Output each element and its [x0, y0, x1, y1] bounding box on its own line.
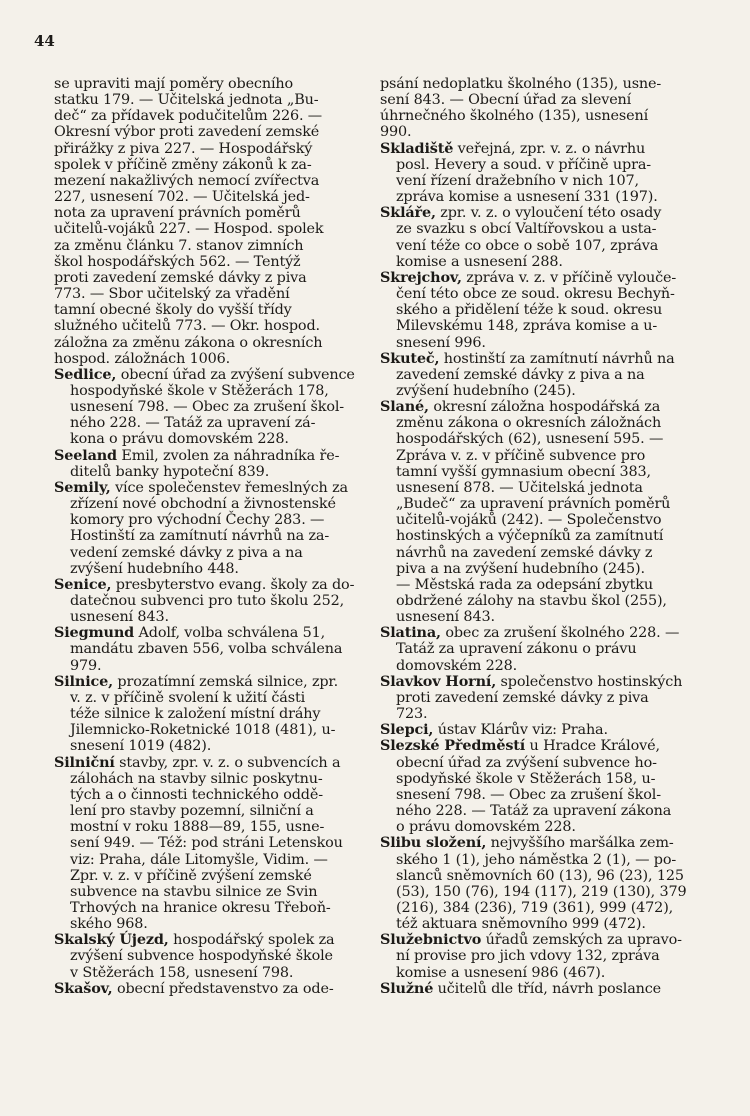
entry-first-line — [380, 351, 715, 367]
entry-headword: Slatina, — [380, 624, 441, 642]
entry-text: v Stěžerách 158, usnesení 798. — [70, 964, 294, 981]
entry-continuation-line — [54, 270, 374, 286]
entry-text: 773. — Sbor učitelský za vřadění — [54, 286, 290, 303]
entry-text: tamní obecné školy do vyšší třídy — [54, 302, 292, 319]
index-entry — [54, 625, 374, 673]
entry-text: služného učitelů 773. — Okr. hospod. — [54, 318, 320, 335]
index-entry — [380, 270, 715, 351]
entry-first-line — [54, 577, 374, 593]
index-entry — [54, 480, 374, 577]
entry-continuation-line — [380, 561, 715, 577]
entry-text: vení téže co obce o sobě 107, zpráva — [396, 237, 659, 254]
entry-continuation-line — [380, 577, 715, 593]
entry-continuation-line — [380, 819, 715, 835]
entry-text: návrhů na zavedení zemské dávky z — [396, 544, 653, 561]
entry-text: stavby, zpr. v. z. o subvencích a — [114, 754, 341, 771]
entry-text: vení řízení dražebního v nich 107, — [396, 172, 639, 189]
entry-first-line — [380, 399, 715, 415]
entry-continuation-line — [54, 464, 374, 480]
entry-text: čení této obce ze soud. okresu Bechyň- — [396, 286, 675, 303]
entry-text: úhrnečného školného (135), usnesení — [380, 108, 649, 125]
entry-continuation-line — [54, 254, 374, 270]
index-entry — [380, 932, 715, 980]
entry-continuation-line — [54, 189, 374, 205]
entry-continuation-line — [54, 124, 374, 140]
entry-headword: Skalský Újezd, — [54, 931, 169, 949]
entry-text: komise a usnesení 986 (467). — [396, 964, 606, 981]
entry-headword: Slezské Předměstí — [380, 737, 526, 755]
entry-continuation-line — [380, 496, 715, 512]
index-entry — [380, 399, 715, 625]
entry-text: obecní úřad za zvýšení subvence — [116, 366, 355, 383]
entry-continuation-line — [380, 641, 715, 657]
entry-continuation-line — [54, 835, 374, 851]
index-entry — [380, 205, 715, 270]
entry-text: zvýšení hudebního 448. — [70, 560, 239, 577]
entry-continuation-line — [380, 189, 715, 205]
entry-text: Adolf, volba schválena 51, — [134, 625, 326, 642]
entry-headword: Skuteč, — [380, 349, 440, 367]
entry-text: ného 228. — Tatáž za upravení zákona — [396, 803, 672, 820]
entry-continuation-line — [54, 884, 374, 900]
index-entry — [54, 577, 374, 625]
entry-first-line — [380, 141, 715, 157]
entry-continuation-line — [54, 92, 374, 108]
entry-continuation-line — [54, 157, 374, 173]
entry-text: obdržené zálohy na stavbu škol (255), — [396, 593, 667, 609]
entry-text: hostinští za zamítnutí návrhů na — [439, 350, 675, 367]
index-column-right — [380, 76, 715, 997]
entry-text: zavedení zemské dávky z piva a na — [396, 366, 645, 383]
entry-continuation-line — [54, 383, 374, 399]
entry-headword: Služebnictvo — [380, 931, 482, 949]
entry-headword: Siegmund — [54, 624, 135, 642]
entry-text: přirážky z piva 227. — Hospodářský — [54, 140, 313, 157]
entry-text: 990. — [380, 124, 412, 141]
entry-text: — Městská rada za odepsání zbytku — [396, 576, 653, 593]
entry-text: za změnu článku 7. stanov zimních — [54, 237, 304, 254]
entry-text: statku 179. — Učitelská jednota „Bu- — [54, 92, 319, 109]
entry-text: téže silnice k založení místní dráhy — [70, 706, 321, 723]
entry-headword: Skašov, — [54, 979, 113, 997]
entry-continuation-line — [380, 367, 715, 383]
entry-continuation-line — [54, 900, 374, 916]
index-entry — [380, 738, 715, 835]
entry-text: změnu zákona o okresních záložnách — [396, 415, 662, 432]
entry-headword: Slepci, — [380, 721, 434, 739]
entry-text: datečnou subvenci pro tuto školu 252, — [70, 593, 345, 609]
index-entry — [380, 351, 715, 399]
entry-text: slanců sněmovních 60 (13), 96 (23), 125 — [396, 867, 684, 884]
index-entry — [380, 674, 715, 722]
index-entry — [54, 981, 374, 997]
entry-continuation-line — [380, 286, 715, 302]
entry-text: Trhových na hranice okresu Třeboň- — [70, 899, 331, 916]
entry-text: proti zavedení zemské dávky z piva — [396, 689, 649, 706]
entry-headword: Slibu složení, — [380, 834, 487, 852]
entry-continuation-line — [380, 609, 715, 625]
entry-continuation-line — [380, 92, 715, 108]
entry-text: usnesení 843. — [70, 609, 169, 626]
entry-text: ského 968. — [70, 916, 148, 933]
entry-text: ze svazku s obcí Valtířovskou a usta- — [396, 221, 657, 238]
entry-continuation-line — [54, 658, 374, 674]
entry-continuation-line — [380, 771, 715, 787]
entry-text: (216), 384 (236), 719 (361), 999 (472), — [396, 899, 674, 916]
entry-text: o právu domovském 228. — [396, 819, 576, 836]
entry-text: domovském 228. — [396, 657, 518, 674]
entry-text: sení 843. — Obecní úřad za slevení — [380, 92, 632, 109]
index-entry — [54, 755, 374, 933]
entry-text: posl. Hevery a soud. v příčině upra- — [396, 156, 651, 173]
entry-continuation-line — [380, 318, 715, 334]
entry-continuation-line — [54, 948, 374, 964]
entry-continuation-line — [54, 302, 374, 318]
entry-continuation-line — [54, 528, 374, 544]
entry-continuation-line — [380, 108, 715, 124]
entry-first-line — [380, 835, 715, 851]
entry-headword: Skrejchov, — [380, 268, 462, 286]
entry-continuation-line — [380, 221, 715, 237]
entry-text: usnesení 843. — [396, 609, 495, 626]
entry-text: kona o právu domovském 228. — [70, 431, 289, 448]
entry-text: hospodářských (62), usnesení 595. — — [396, 431, 664, 448]
entry-continuation-line — [380, 593, 715, 609]
entry-first-line — [54, 625, 374, 641]
entry-text: ného 228. — Tatáž za upravení zá- — [70, 415, 316, 432]
entry-continuation-line — [54, 916, 374, 932]
entry-continuation-line — [380, 464, 715, 480]
entry-continuation-line — [54, 787, 374, 803]
entry-text: zpráva v. z. v příčině vylouče- — [461, 269, 677, 286]
entry-text: ditelů banky hypoteční 839. — [70, 463, 270, 480]
entry-first-line — [54, 674, 374, 690]
entry-continuation-line — [380, 884, 715, 900]
entry-headword: Slané, — [380, 398, 429, 416]
entry-text: spodyňské škole v Stěžerách 158, u- — [396, 770, 656, 787]
entry-continuation-line — [54, 593, 374, 609]
entry-text: deč“ za přídavek podučitelům 226. — — [54, 108, 323, 125]
entry-continuation-line — [54, 318, 374, 334]
entry-continuation-line — [54, 868, 374, 884]
index-entry — [380, 76, 715, 141]
entry-text: úřadů zemských za upravo- — [481, 932, 682, 949]
entry-text: Milevskému 148, zpráva komise a u- — [396, 318, 658, 335]
entry-text: ústav Klárův viz: Praha. — [433, 722, 608, 739]
entry-continuation-line — [54, 108, 374, 124]
entry-text: tamní vyšší gymnasium obecní 383, — [396, 463, 651, 480]
entry-continuation-line — [380, 431, 715, 447]
entry-continuation-line — [380, 690, 715, 706]
entry-text: se upraviti mají poměry obecního — [54, 76, 294, 92]
entry-continuation-line — [54, 238, 374, 254]
entry-text: 227, usnesení 702. — Učitelská jed- — [54, 189, 310, 206]
index-entry — [380, 141, 715, 206]
entry-first-line — [54, 755, 374, 771]
entry-text: (53), 150 (76), 194 (117), 219 (130), 379 — [396, 883, 687, 900]
entry-text: též aktuara sněmovního 999 (472). — [396, 916, 646, 933]
entry-first-line — [380, 270, 715, 286]
entry-text: sení 949. — Též: pod stráni Letenskou — [70, 835, 343, 852]
entry-text: hospodyňské škole v Stěžerách 178, — [70, 382, 329, 399]
entry-continuation-line — [54, 706, 374, 722]
entry-text: Tatáž za upravení zákonu o právu — [396, 641, 637, 658]
entry-continuation-line — [54, 771, 374, 787]
entry-text: Emil, zvolen za náhradníka ře- — [116, 447, 340, 464]
entry-continuation-line — [380, 157, 715, 173]
entry-headword: Služné — [380, 979, 434, 997]
entry-first-line — [380, 625, 715, 641]
entry-text: snesení 1019 (482). — [70, 738, 212, 755]
entry-text: obec za zrušení školného 228. — — [440, 625, 680, 642]
index-entry — [380, 835, 715, 932]
entry-text: obecní úřad za zvýšení subvence ho- — [396, 754, 657, 771]
entry-continuation-line — [54, 399, 374, 415]
entry-continuation-line — [380, 948, 715, 964]
entry-first-line — [380, 738, 715, 754]
entry-text: okresní záložna hospodářská za — [428, 399, 661, 416]
entry-continuation-line — [380, 803, 715, 819]
entry-text: lení pro stavby pozemní, silniční a — [70, 803, 314, 820]
entry-continuation-line — [54, 496, 374, 512]
index-entry — [54, 674, 374, 755]
entry-text: zpráva komise a usnesení 331 (197). — [396, 189, 658, 206]
entry-first-line — [380, 76, 715, 92]
entry-continuation-line — [380, 383, 715, 399]
entry-text: učitelů dle tříd, návrh poslance — [433, 980, 662, 997]
entry-continuation-line — [54, 205, 374, 221]
page-number: 44 — [34, 32, 55, 50]
index-entry — [380, 722, 715, 738]
index-entry — [54, 76, 374, 367]
entry-text: zvýšení hudebního (245). — [396, 382, 576, 399]
entry-text: učitelů-vojáků (242). — Společenstvo — [396, 512, 662, 529]
entry-continuation-line — [380, 448, 715, 464]
entry-text: 723. — [396, 706, 428, 723]
entry-continuation-line — [54, 335, 374, 351]
index-entry — [54, 932, 374, 980]
entry-continuation-line — [380, 965, 715, 981]
entry-continuation-line — [380, 852, 715, 868]
entry-continuation-line — [54, 351, 374, 367]
entry-text: zřízení nové obchodní a živnostenské — [70, 496, 336, 513]
entry-text: prozatímní zemská silnice, zpr. — [112, 673, 339, 690]
entry-continuation-line — [54, 738, 374, 754]
entry-text: hostinských a výčepníků za zamítnutí — [396, 528, 664, 545]
entry-text: škol hospodářských 562. — Tentýž — [54, 253, 301, 270]
entry-text: ského 1 (1), jeho náměstka 2 (1), — po- — [396, 851, 677, 868]
entry-text: Zpr. v. z. v příčině zvýšení zemské — [70, 867, 312, 884]
entry-continuation-line — [380, 415, 715, 431]
entry-text: společenstvo hostinských — [496, 673, 683, 690]
entry-continuation-line — [54, 609, 374, 625]
entry-text: komise a usnesení 288. — [396, 253, 563, 270]
entry-text: hospod. záložnách 1006. — [54, 350, 231, 367]
entry-text: viz: Praha, dále Litomyšle, Vidim. — — [70, 851, 328, 868]
entry-text: učitelů-vojáků 227. — Hospod. spolek — [54, 221, 324, 238]
entry-text: usnesení 878. — Učitelská jednota — [396, 479, 643, 496]
entry-continuation-line — [380, 545, 715, 561]
entry-headword: Sedlice, — [54, 365, 117, 383]
entry-continuation-line — [380, 238, 715, 254]
entry-continuation-line — [54, 803, 374, 819]
entry-first-line — [380, 981, 715, 997]
entry-continuation-line — [54, 561, 374, 577]
entry-text: „Budeč“ za upravení právních poměrů — [396, 496, 671, 513]
entry-continuation-line — [380, 124, 715, 140]
entry-text: vedení zemské dávky z piva a na — [70, 544, 303, 561]
entry-headword: Semily, — [54, 478, 111, 496]
entry-continuation-line — [54, 545, 374, 561]
index-entry — [380, 981, 715, 997]
entry-text: snesení 996. — [396, 334, 486, 351]
entry-headword: Seeland — [54, 446, 117, 464]
entry-text: v. z. v příčině svolení k užití části — [70, 689, 306, 706]
entry-continuation-line — [380, 787, 715, 803]
entry-text: veřejná, zpr. v. z. o návrhu — [453, 140, 646, 157]
entry-text: piva a na zvýšení hudebního (245). — [396, 560, 645, 577]
entry-continuation-line — [380, 302, 715, 318]
entry-text: hospodářský spolek za — [168, 932, 335, 949]
index-entry — [380, 625, 715, 673]
entry-continuation-line — [380, 528, 715, 544]
entry-text: 979. — [70, 657, 102, 674]
entry-continuation-line — [54, 819, 374, 835]
entry-first-line — [380, 205, 715, 221]
entry-continuation-line — [380, 706, 715, 722]
entry-text: snesení 798. — Obec za zrušení škol- — [396, 786, 661, 803]
entry-first-line — [380, 932, 715, 948]
entry-continuation-line — [380, 512, 715, 528]
entry-continuation-line — [54, 173, 374, 189]
entry-text: mostní v roku 1888—89, 155, usne- — [70, 819, 325, 836]
index-column-left — [54, 76, 374, 997]
entry-text: psání nedoplatku školného (135), usne- — [380, 76, 662, 92]
entry-first-line — [54, 480, 374, 496]
entry-continuation-line — [380, 916, 715, 932]
entry-text: zvýšení subvence hospodyňské škole — [70, 948, 333, 965]
entry-text: více společenstev řemeslných za — [110, 479, 348, 496]
entry-text: tých a o činnosti technického oddě- — [70, 786, 323, 803]
entry-text: presbyterstvo evang. školy za do- — [111, 576, 355, 593]
entry-continuation-line — [54, 722, 374, 738]
entry-continuation-line — [54, 431, 374, 447]
entry-continuation-line — [380, 480, 715, 496]
entry-continuation-line — [380, 900, 715, 916]
entry-text: obecní představenstvo za ode- — [112, 980, 334, 997]
entry-text: spolek v příčině změny zákonů k za- — [54, 156, 312, 173]
entry-continuation-line — [54, 641, 374, 657]
entry-headword: Slavkov Horní, — [380, 672, 497, 690]
entry-continuation-line — [54, 415, 374, 431]
index-entry — [54, 448, 374, 480]
entry-continuation-line — [54, 512, 374, 528]
entry-text: zálohách na stavby silnic poskytnu- — [70, 770, 323, 787]
entry-continuation-line — [380, 254, 715, 270]
entry-continuation-line — [380, 173, 715, 189]
entry-first-line — [380, 722, 715, 738]
entry-first-line — [54, 932, 374, 948]
entry-continuation-line — [54, 965, 374, 981]
entry-headword: Skláře, — [380, 204, 436, 222]
entry-continuation-line — [380, 868, 715, 884]
entry-text: subvence na stavbu silnice ze Svin — [70, 883, 318, 900]
entry-continuation-line — [54, 286, 374, 302]
entry-text: komory pro východní Čechy 283. — — [70, 512, 325, 529]
entry-text: ského a přidělení téže k soud. okresu — [396, 302, 663, 319]
entry-first-line — [54, 981, 374, 997]
entry-text: Jilemnicko-Roketnické 1018 (481), u- — [70, 722, 336, 739]
entry-continuation-line — [380, 755, 715, 771]
entry-first-line — [380, 674, 715, 690]
entry-first-line — [54, 367, 374, 383]
entry-text: ní provise pro jich vdovy 132, zpráva — [396, 948, 660, 965]
entry-continuation-line — [54, 690, 374, 706]
entry-text: Zpráva v. z. v příčině subvence pro — [396, 447, 646, 464]
entry-continuation-line — [54, 141, 374, 157]
entry-headword: Skladiště — [380, 139, 454, 157]
entry-first-line — [54, 448, 374, 464]
entry-text: u Hradce Králové, — [525, 738, 660, 755]
index-entry — [54, 367, 374, 448]
entry-text: mandátu zbaven 556, volba schválena — [70, 641, 343, 658]
entry-text: usnesení 798. — Obec za zrušení škol- — [70, 399, 345, 416]
entry-text: Okresní výbor proti zavedení zemské — [54, 124, 320, 141]
entry-text: zpr. v. z. o vyloučení této osady — [435, 205, 662, 222]
entry-headword: Silnice, — [54, 672, 113, 690]
entry-continuation-line — [54, 852, 374, 868]
entry-continuation-line — [380, 335, 715, 351]
entry-headword: Senice, — [54, 575, 112, 593]
entry-text: záložna za změnu zákona o okresních — [54, 334, 323, 351]
entry-continuation-line — [380, 658, 715, 674]
entry-text: proti zavedení zemské dávky z piva — [54, 269, 307, 286]
entry-continuation-line — [54, 221, 374, 237]
entry-text: nota za upravení právních poměrů — [54, 205, 301, 222]
entry-first-line — [54, 76, 374, 92]
entry-text: nejvyššího maršálka zem- — [486, 835, 674, 852]
entry-text: Hostinští za zamítnutí návrhů na za- — [70, 528, 330, 545]
entry-text: mezení nakažlivých nemocí zvířectva — [54, 172, 320, 189]
entry-headword: Silniční — [54, 753, 115, 771]
